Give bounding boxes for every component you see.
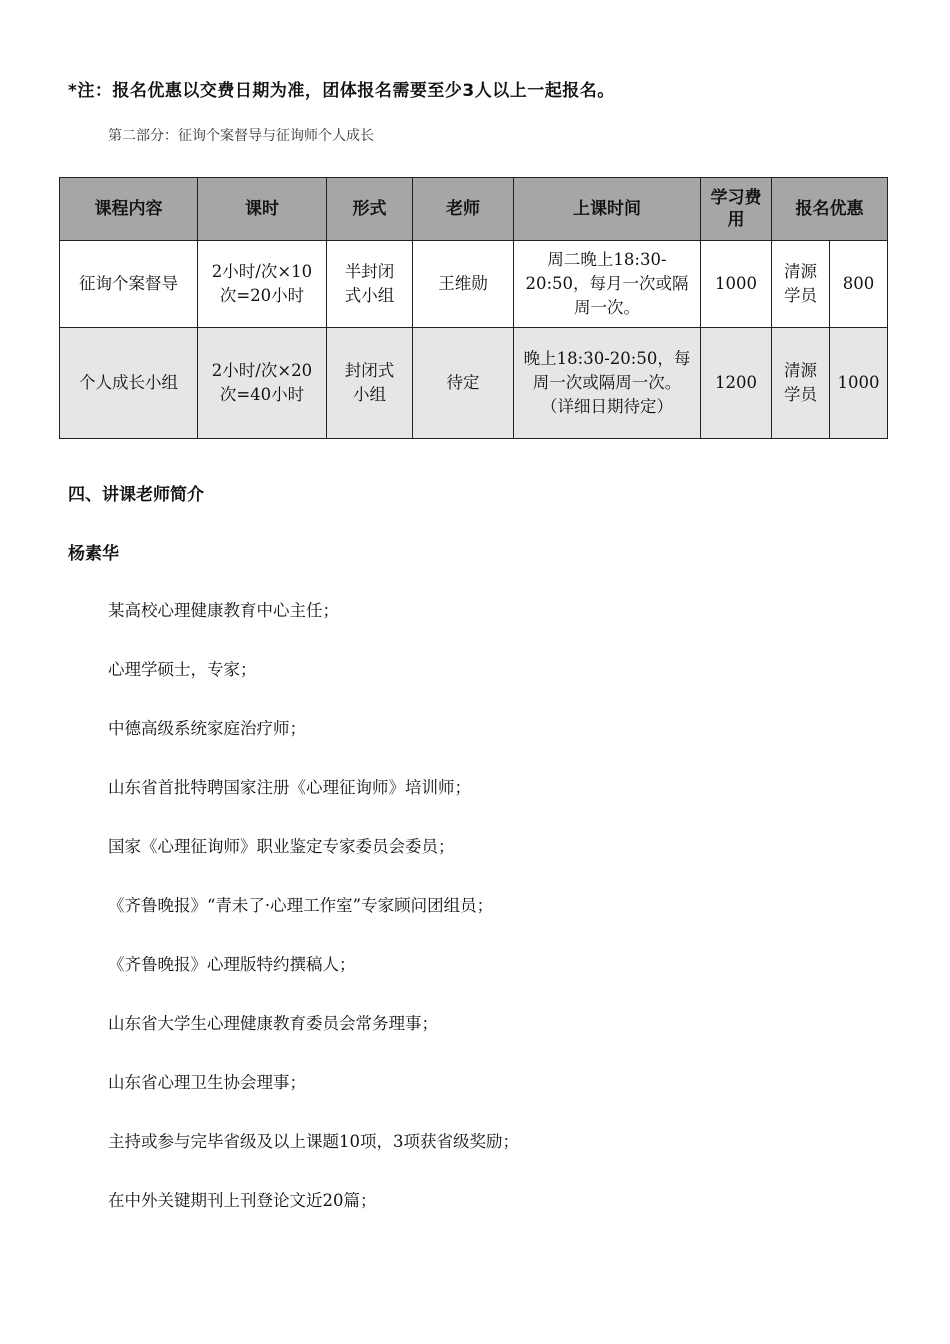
bio-line: 《齐鲁晚报》心理版特约撰稿人； — [108, 955, 356, 974]
cell-content: 征询个案督导 — [60, 241, 198, 328]
cell-format: 封闭式小组 — [327, 328, 413, 439]
registration-note: *注：报名优惠以交费日期为准，团体报名需要至少3人以上一起报名。 — [68, 81, 615, 101]
bio-line: 《齐鲁晚报》“青未了·心理工作室”专家顾问团组员； — [108, 896, 494, 915]
bio-line: 心理学硕士，专家； — [108, 660, 257, 679]
teacher-name: 杨素华 — [68, 544, 119, 564]
cell-schedule: 晚上18:30-20:50，每周一次或隔周一次。（详细日期待定） — [514, 328, 701, 439]
header-content: 课程内容 — [60, 178, 198, 241]
cell-fee: 1000 — [701, 241, 772, 328]
cell-schedule: 周二晚上18:30-20:50，每月一次或隔周一次。 — [514, 241, 701, 328]
course-table — [59, 177, 888, 439]
bio-line: 在中外关键期刊上刊登论文近20篇； — [108, 1191, 377, 1210]
bio-line: 山东省首批特聘国家注册《心理征询师》培训师； — [108, 778, 471, 797]
table-row — [60, 241, 888, 328]
part-title: 第二部分：征询个案督导与征询师个人成长 — [108, 128, 374, 144]
header-discount: 报名优惠 — [772, 178, 888, 241]
table-header-row — [60, 178, 888, 241]
cell-discount-price: 800 — [830, 241, 888, 328]
section-heading: 四、讲课老师简介 — [68, 485, 204, 505]
cell-hours: 2小时/次×20次=40小时 — [198, 328, 327, 439]
header-schedule: 上课时间 — [514, 178, 701, 241]
bio-line: 山东省大学生心理健康教育委员会常务理事； — [108, 1014, 438, 1033]
cell-fee: 1200 — [701, 328, 772, 439]
cell-hours: 2小时/次×10次=20小时 — [198, 241, 327, 328]
bio-line: 中德高级系统家庭治疗师； — [108, 719, 306, 738]
cell-discount-price: 1000 — [830, 328, 888, 439]
cell-content: 个人成长小组 — [60, 328, 198, 439]
header-fee: 学习费用 — [701, 178, 772, 241]
cell-teacher: 待定 — [413, 328, 514, 439]
cell-discount-label: 清源学员 — [772, 241, 830, 328]
cell-teacher: 王维勋 — [413, 241, 514, 328]
bio-line: 国家《心理征询师》职业鉴定专家委员会委员； — [108, 837, 455, 856]
table-row — [60, 328, 888, 439]
cell-format: 半封闭式小组 — [327, 241, 413, 328]
header-format: 形式 — [327, 178, 413, 241]
bio-line: 主持或参与完毕省级及以上课题10项，3项获省级奖励； — [108, 1132, 519, 1151]
header-teacher: 老师 — [413, 178, 514, 241]
bio-line: 山东省心理卫生协会理事； — [108, 1073, 306, 1092]
bio-line: 某高校心理健康教育中心主任； — [108, 601, 339, 620]
cell-discount-label: 清源学员 — [772, 328, 830, 439]
header-hours: 课时 — [198, 178, 327, 241]
